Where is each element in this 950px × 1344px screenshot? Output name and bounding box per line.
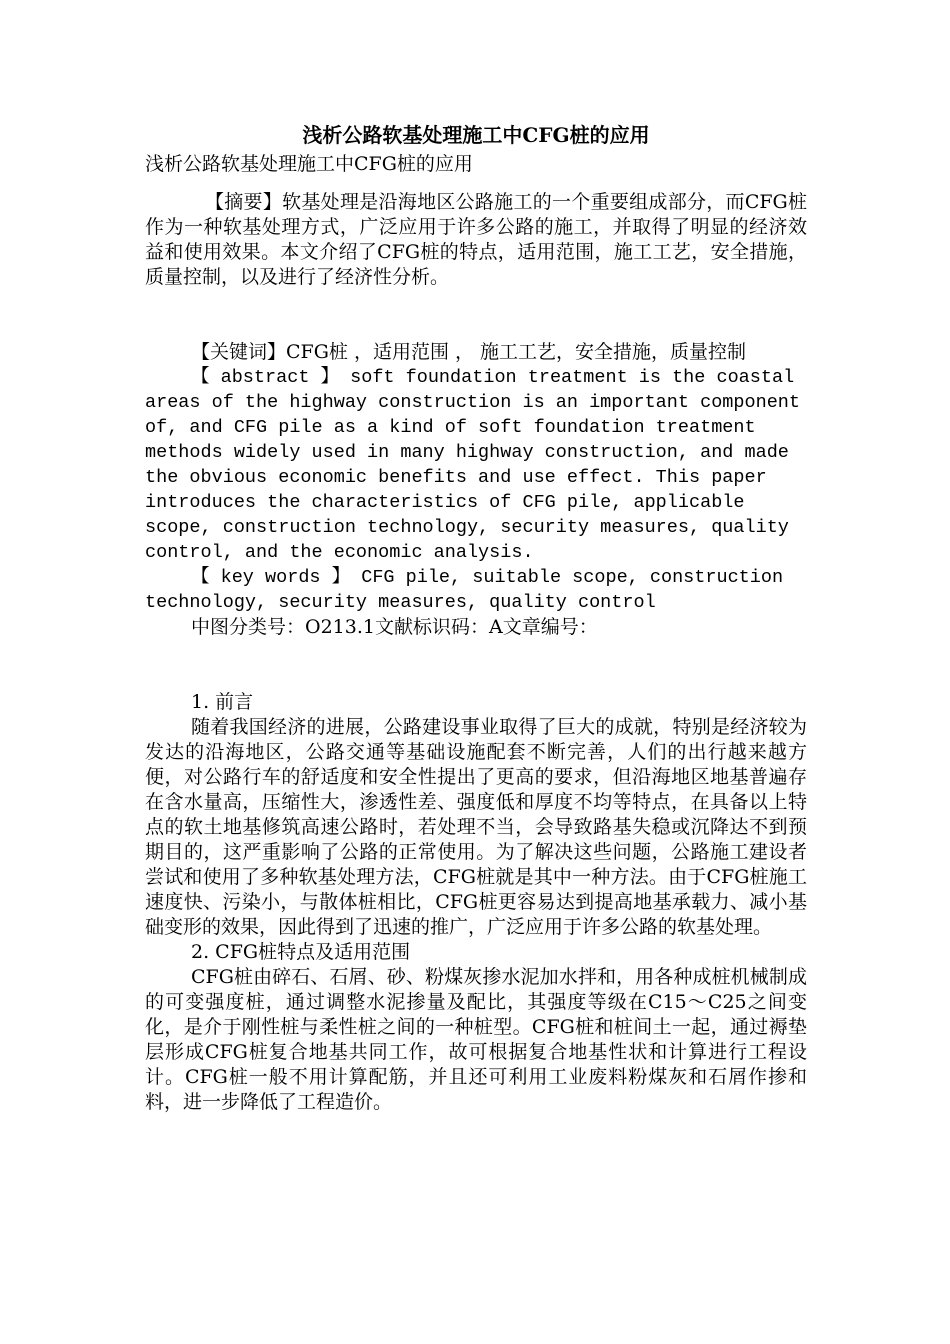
section-2-heading: 2. CFG桩特点及适用范围 <box>191 941 411 963</box>
spacer <box>145 290 807 340</box>
keywords-en: 【 key words 】 CFG pile, suitable scope, construction technology, security measures, quality control <box>145 567 784 613</box>
section-2-body: CFG桩由碎石、石屑、砂、粉煤灰掺水泥加水拌和，用各种成桩机械制成的可变强度桩，通过调整水泥掺量及配比，其强度等级在C15～C25之间变化，是介于刚性桩与柔性桩之间的一种桩型。CFG桩和桩间土一起，通过褥垫层形成CFG桩复合地基共同工作，故可根据复合地基性状和计算进行工程设计。CFG桩一般不用计算配筋，并且还可利用工业废料粉煤灰和石屑作掺和料，进一步降低了工程造价。 <box>145 966 807 1113</box>
classification-line: 中图分类号：O213.1文献标识码：A文章编号： <box>191 616 598 638</box>
section-1-heading: 1. 前言 <box>191 691 254 713</box>
abstract-cn: 【摘要】软基处理是沿海地区公路施工的一个重要组成部分，而CFG桩作为一种软基处理方式，广泛应用于许多公路的施工，并取得了明显的经济效益和使用效果。本文介绍了CFG桩的特点，适用范围，施工工艺，安全措施，质量控制，以及进行了经济性分析。 <box>145 191 807 288</box>
spacer <box>145 640 807 690</box>
abstract-en: 【 abstract 】 soft foundation treatment is the coastal areas of the highway construction is an important component of, and CFG pile as a kind of soft foundation treatment methods widely used in many highway construction, and made the obvious economic benefits and use effect. This paper introduces the characteristics of CFG pile, applicable scope, construction technology, security measures, quality control, and the economic analysis. <box>145 367 801 563</box>
document-subtitle: 浅析公路软基处理施工中CFG桩的应用 <box>145 153 473 175</box>
document-page <box>145 120 807 1115</box>
section-1-body: 随着我国经济的进展，公路建设事业取得了巨大的成就，特别是经济较为发达的沿海地区，公路交通等基础设施配套不断完善，人们的出行越来越方便，对公路行车的舒适度和安全性提出了更高的要求，但沿海地区地基普遍存在含水量高，压缩性大，渗透性差、强度低和厚度不均等特点，在具备以上特点的软土地基修筑高速公路时，若处理不当，会导致路基失稳或沉降达不到预期目的，这严重影响了公路的正常使用。为了解决这些问题，公路施工建设者尝试和使用了多种软基处理方法，CFG桩就是其中一种方法。由于CFG桩施工速度快、污染小，与散体桩相比，CFG桩更容易达到提高地基承载力、减小基础变形的效果，因此得到了迅速的推广，广泛应用于许多公路的软基处理。 <box>145 716 807 938</box>
document-title: 浅析公路软基处理施工中CFG桩的应用 <box>302 123 650 147</box>
keywords-cn: 【关键词】CFG桩 ，适用范围 ， 施工工艺，安全措施，质量控制 <box>191 341 747 363</box>
spacer <box>145 178 807 190</box>
